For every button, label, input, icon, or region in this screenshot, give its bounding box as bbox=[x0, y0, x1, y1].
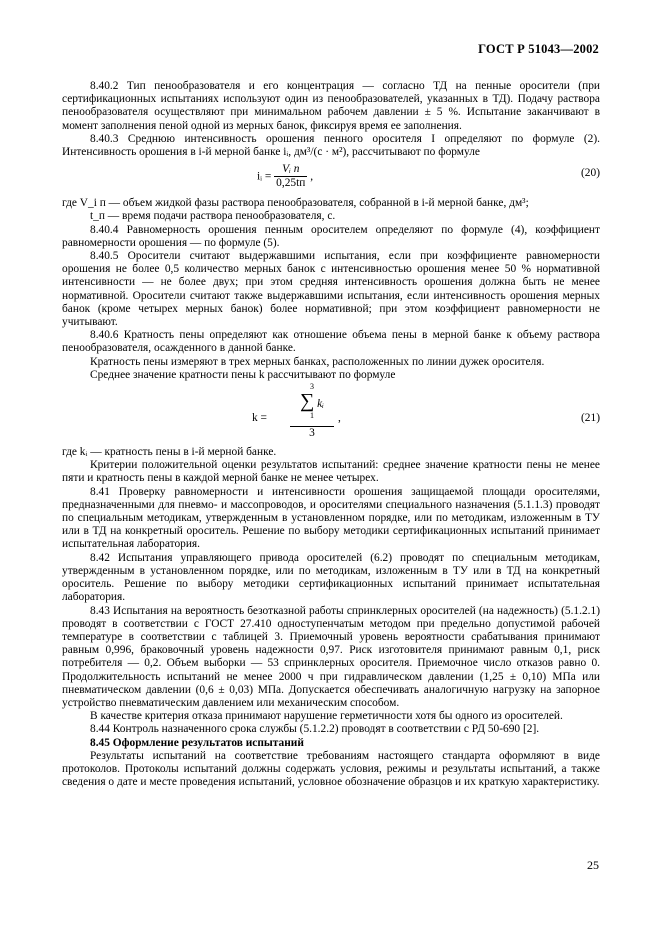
section-title-8-45: 8.45 Оформление результатов испытаний bbox=[90, 736, 304, 749]
formula-21-sum-top: 3 bbox=[310, 382, 314, 392]
document-code: ГОСТ Р 51043—2002 bbox=[478, 42, 599, 56]
paragraph-8-40-4: 8.40.4 Равномерность орошения пенным оросителем определяют по формуле (4), коэффициент равномерности орошения — по формуле (5). bbox=[62, 223, 600, 249]
paragraph-foam-mean: Среднее значение кратности пены k рассчитывают по формуле bbox=[90, 368, 396, 381]
paragraph-8-42: 8.42 Испытания управляющего привода оросителей (6.2) проводят по специальным методикам, утвержденным в установленном порядке, или по методикам, изложенным в ТУ или в ТД на конкретный ороситель. Решение по выбору методики сертификационных испытаний принимает испытательная лаборатория. bbox=[62, 551, 600, 604]
paragraph-foam-measure: Кратность пены измеряют в трех мерных банках, расположенных по линии дужек оросителя. bbox=[90, 355, 545, 368]
where-t: t_п — время подачи раствора пенообразователя, с. bbox=[90, 210, 336, 223]
formula-21-denominator: 3 bbox=[309, 427, 315, 440]
formula-21-lhs: k = bbox=[252, 412, 267, 425]
paragraph-8-40-5: 8.40.5 Оросители считают выдержавшими испытания, если при коэффициенте равномерности орошения не более 0,5 количество мерных банок с интенсивностью орошения менее 50 % нормативной интенсивности — не более двух; при этом средняя интенсивность орошения должна быть не менее нормативной. Оросители считают также выдержавшими испытания, если интенсивность орошения мерных банок (кроме четырех мерных банок) более нормативной; при этом коэффициент равномерности не учитывают. bbox=[62, 250, 600, 329]
formula-21-sum-sign: ∑ bbox=[300, 390, 315, 413]
paragraph-8-45: Результаты испытаний на соответствие требованиям настоящего стандарта оформляют в виде протоколов. Протоколы испытаний должны содержать условия, режимы и результаты испытаний, а также сведения о дате и месте проведения испытаний, условное обозначение образцов и их краткую характеристику. bbox=[62, 749, 600, 789]
formula-20 bbox=[62, 159, 600, 197]
paragraph-criteria: Критерии положительной оценки результатов испытаний: среднее значение кратности пены не менее пяти и кратность пены в каждой мерной банке не менее четырех. bbox=[62, 459, 600, 485]
paragraph-8-40-3: 8.40.3 Среднюю интенсивность орошения пенного оросителя I определяют по формуле (2). Интенсивность орошения в i-й мерной банке iᵢ, дм³/(с · м²), рассчитывают по формуле bbox=[62, 132, 600, 159]
page-number: 25 bbox=[587, 858, 599, 872]
formula-21 bbox=[62, 382, 600, 446]
formula-21-sum-term: kᵢ bbox=[317, 398, 324, 411]
formula-20-denominator: 0,25tп bbox=[276, 177, 306, 190]
paragraph-8-41: 8.41 Проверку равномерности и интенсивности орошения защищаемой площади оросителями, предназначенными для пневмо- и массопроводов, и оросителями специального назначения (5.1.1.3) проводят по специальным методикам, утвержденным в установленном порядке, или по методикам, изложенным в ТУ или в ТД на конкретный ороситель. Решение по выбору методики сертификационных испытаний принимает испытательная лаборатория. bbox=[62, 485, 600, 551]
formula-20-tail: , bbox=[310, 170, 314, 183]
formula-20-lhs: iᵢ = bbox=[257, 170, 272, 183]
formula-20-fraction bbox=[274, 163, 307, 190]
formula-20-number: (20) bbox=[581, 167, 600, 180]
paragraph-8-43: 8.43 Испытания на вероятность безотказной работы спринклерных оросителей (на надежность) (5.1.2.1) проводят в соответствии с ГОСТ 27.410 одноступенчатым методом при предельно допустимой рабочей температуре в соответствии с таблицей 3. Приемочный уровень вероятности срабатывания принимают равным 0,996, браковочный уровень надежности 0,97. Риск изготовителя принимают равным 0,1, риск потребителя — 0,2. Объем выборки — 53 спринклерных оросителя. Приемочное число отказов равно 0. Продолжительность испытаний не менее 2000 ч при гидравлическом давлении (1,25 ± 0,10) МПа или пневматическом давлении (0,6 ± 0,03) МПа. Допускается обеспечивать аналогичную нагрузку на запорное устройство пневматическим давлением или механическим способом. bbox=[62, 604, 600, 709]
formula-21-number: (21) bbox=[581, 412, 600, 425]
formula-21-tail: , bbox=[338, 412, 341, 425]
where-v: где V_i п — объем жидкой фазы раствора пенообразователя, собранной в i-й мерной банке, дм³; bbox=[62, 197, 529, 210]
paragraph-failure-criterion: В качестве критерия отказа принимают нарушение герметичности хотя бы одного из оросителей. bbox=[90, 710, 563, 723]
page-content bbox=[62, 80, 600, 789]
formula-20-numerator: Vᵢ п bbox=[274, 163, 307, 177]
paragraph-8-40-2: 8.40.2 Тип пенообразователя и его концентрация — согласно ТД на пенные оросители (при сертификационных испытаниях используют один из пенообразователей, указанных в ТД). Подачу раствора пенообразователя осуществляют при минимальном рабочем давлении ± 5 %. Испытание заканчивают в момент заполнения пеной одной из мерных банок, фиксируя время ее заполнения. bbox=[62, 80, 600, 132]
where-k: где kᵢ — кратность пены в i-й мерной банке. bbox=[62, 446, 277, 459]
paragraph-8-40-6: 8.40.6 Кратность пены определяют как отношение объема пены в мерной банке к объему раствора пенообразователя, осажденного в данной банке. bbox=[62, 329, 600, 355]
paragraph-8-44: 8.44 Контроль назначенного срока службы (5.1.2.2) проводят в соответствии с РД 50-690 [2]. bbox=[90, 723, 540, 736]
formula-21-sum-bottom: 1 bbox=[310, 411, 314, 421]
